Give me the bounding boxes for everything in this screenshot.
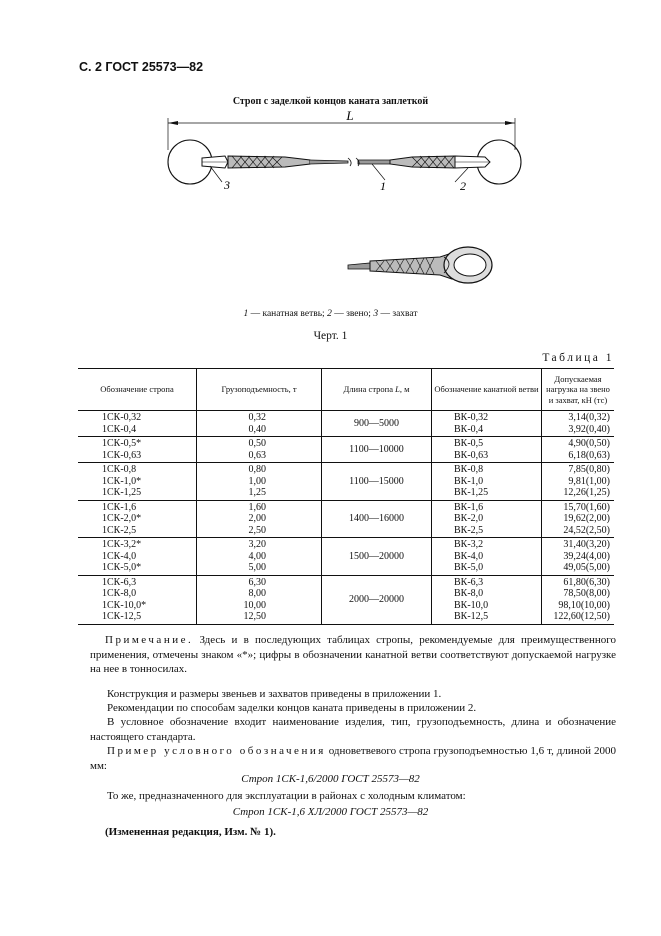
cell-line: 3,14(0,32): [568, 412, 610, 423]
table-title: Таблица 1: [542, 352, 614, 364]
cell-line: 1,60: [248, 501, 266, 513]
cell-capacity: [197, 411, 322, 437]
cell-designation: [78, 437, 197, 463]
cell-line: 10,00: [243, 599, 266, 611]
cell-line: 9,81(1,00): [568, 475, 610, 487]
cell-length: [322, 575, 432, 624]
cell-line: ВК-0,32: [454, 412, 489, 423]
cell-load: [542, 463, 615, 501]
cell-length: [322, 538, 432, 576]
cell-load: [542, 500, 615, 538]
table-row: [78, 463, 614, 501]
col-load: Допускаемая нагрузка на звено и захват, кН (тс): [542, 369, 615, 411]
cell-line: ВК-0,4: [454, 423, 484, 435]
cell-designation: [78, 538, 197, 576]
cell-line: ВК-1,6: [454, 501, 484, 513]
cell-designation: [78, 575, 197, 624]
cell-line: 2000—20000: [349, 593, 404, 605]
cell-designation: [78, 411, 197, 437]
cell-line: 1,25: [248, 487, 266, 498]
cell-line: ВК-6,3: [454, 576, 484, 588]
cell-capacity: [197, 575, 322, 624]
table-row: [78, 411, 614, 437]
cell-line: ВК-3,2: [454, 539, 484, 550]
dimension-label: L: [346, 110, 354, 123]
example-2: Строп 1СК-1,6 ХЛ/2000 ГОСТ 25573—82: [232, 806, 429, 818]
cell-load: [542, 575, 615, 624]
table-header-row: [78, 369, 614, 411]
cell-line: 1СК-1,6: [102, 501, 137, 513]
figure-caption: Черт. 1: [313, 330, 348, 342]
cell-line: 1СК-0,63: [102, 449, 142, 461]
cell-line: 1СК-3,2*: [102, 539, 142, 550]
cell-capacity: [197, 437, 322, 463]
cell-line: 8,00: [248, 588, 266, 599]
cell-line: 0,80: [248, 464, 266, 475]
cell-line: 4,00: [248, 550, 266, 562]
cell-line: 1СК-2,5: [102, 524, 137, 536]
cell-line: 31,40(3,20): [563, 539, 610, 550]
cell-length: [322, 437, 432, 463]
cell-line: ВК-0,63: [454, 449, 489, 461]
cell-line: 0,63: [248, 449, 266, 461]
eye-splice-drawing: [340, 235, 500, 295]
cell-line: ВК-1,25: [454, 487, 489, 498]
cell-line: ВК-8,0: [454, 588, 484, 599]
cell-line: ВК-12,5: [454, 611, 489, 622]
cell-line: 1СК-1,25: [102, 487, 142, 498]
cell-line: ВК-2,0: [454, 513, 484, 524]
cell-line: 2,50: [248, 524, 266, 536]
cell-load: [542, 437, 615, 463]
cell-line: ВК-0,5: [454, 438, 484, 449]
cell-load: [542, 538, 615, 576]
figure-title: Строп с заделкой концов каната заплеткой: [232, 96, 429, 107]
amendment-note: (Измененная редакция, Изм. № 1).: [105, 826, 276, 838]
cell-line: 1СК-10,0*: [102, 599, 147, 611]
cell-line: 1СК-0,5*: [102, 438, 142, 449]
cell-line: 1100—10000: [349, 443, 404, 455]
cell-line: 1СК-8,0: [102, 588, 137, 599]
table-row: [78, 575, 614, 624]
cell-length: [322, 500, 432, 538]
cell-line: 122,60(12,50): [553, 611, 610, 622]
table-row: [78, 500, 614, 538]
cell-line: ВК-1,0: [454, 475, 484, 487]
cell-length: [322, 411, 432, 437]
cell-line: ВК-0,8: [454, 464, 484, 475]
cell-line: 78,50(8,00): [563, 588, 610, 599]
cell-line: 39,24(4,00): [563, 550, 610, 562]
cell-line: 0,50: [248, 438, 266, 449]
cell-branch: [432, 437, 542, 463]
cell-line: 6,18(0,63): [568, 449, 610, 461]
cell-line: 3,92(0,40): [568, 423, 610, 435]
slings-table: [78, 368, 614, 625]
cell-line: 1100—15000: [349, 475, 404, 487]
cell-line: 1СК-12,5: [102, 611, 142, 622]
cell-line: 1СК-5,0*: [102, 562, 142, 573]
cell-branch: [432, 538, 542, 576]
cell-line: ВК-4,0: [454, 550, 484, 562]
col-branch: Обозначение канатной ветви: [432, 369, 542, 411]
cell-line: 1СК-0,32: [102, 412, 142, 423]
cell-line: 0,32: [248, 412, 266, 423]
cell-line: ВК-10,0: [454, 599, 489, 611]
cell-line: 24,52(2,50): [563, 524, 610, 536]
cell-line: 1,00: [248, 475, 266, 487]
cell-capacity: [197, 500, 322, 538]
col-capacity: Грузоподъемность, т: [197, 369, 322, 411]
cell-line: 5,00: [248, 562, 266, 573]
paragraph-2: Рекомендации по способам заделки концов каната приведены в приложении 2.: [107, 702, 477, 714]
callout-3: 3: [224, 178, 230, 192]
cell-line: 900—5000: [354, 417, 399, 429]
paragraph-1: Конструкция и размеры звеньев и захватов приведены в приложении 1.: [107, 688, 442, 700]
cell-branch: [432, 500, 542, 538]
cell-line: 1СК-4,0: [102, 550, 137, 562]
table-note: Примечание. Здесь и в последующих таблицах стропы, рекомендуемые для преимущественного применения, отмечены знаком «*»; цифры в обозначении канатной ветви соответствуют допускаемой нагрузке на нее в тонносилах.: [90, 634, 616, 675]
cell-line: 1СК-0,8: [102, 464, 137, 475]
cell-designation: [78, 463, 197, 501]
cell-line: 12,50: [243, 611, 266, 622]
cell-line: 3,20: [248, 539, 266, 550]
cell-length: [322, 463, 432, 501]
table-row: [78, 437, 614, 463]
cell-line: 2,00: [248, 513, 266, 524]
page-header: С. 2 ГОСТ 25573—82: [79, 60, 204, 74]
callout-1: 1: [380, 179, 386, 193]
cell-line: 4,90(0,50): [568, 438, 610, 449]
cell-line: 98,10(10,00): [558, 599, 610, 611]
cell-line: 12,26(1,25): [563, 487, 610, 498]
cell-line: 7,85(0,80): [568, 464, 610, 475]
cell-line: ВК-5,0: [454, 562, 484, 573]
cell-line: 1СК-0,4: [102, 423, 137, 435]
cell-line: ВК-2,5: [454, 524, 484, 536]
col-designation: Обозначение стропа: [78, 369, 197, 411]
sling-drawing: [150, 110, 540, 202]
cell-line: 0,40: [248, 423, 266, 435]
paragraph-4: Пример условного обозначения одноветвевого стропа грузоподъемностью 1,6 т, длиной 2000 мм:: [90, 745, 616, 772]
cell-line: 1400—16000: [349, 513, 404, 524]
cell-branch: [432, 411, 542, 437]
cell-line: 6,30: [248, 576, 266, 588]
col-length: Длина стропа L, м: [322, 369, 432, 411]
cell-capacity: [197, 463, 322, 501]
paragraph-5: То же, предназначенного для эксплуатации в районах с холодным климатом:: [107, 790, 466, 802]
cell-load: [542, 411, 615, 437]
cell-line: 49,05(5,00): [563, 562, 610, 573]
cell-line: 19,62(2,00): [563, 513, 610, 524]
paragraph-3: В условное обозначение входит наименование изделия, тип, грузоподъемность, длина и обозначение настоящего стандарта.: [90, 716, 616, 743]
table-row: [78, 538, 614, 576]
example-1: Строп 1СК-1,6/2000 ГОСТ 25573—82: [241, 773, 420, 785]
callout-2: 2: [460, 179, 466, 193]
cell-line: 15,70(1,60): [563, 501, 610, 513]
cell-branch: [432, 463, 542, 501]
cell-line: 1500—20000: [349, 550, 404, 562]
cell-line: 61,80(6,30): [563, 576, 610, 588]
cell-designation: [78, 500, 197, 538]
cell-capacity: [197, 538, 322, 576]
cell-line: 1СК-6,3: [102, 576, 137, 588]
cell-line: 1СК-2,0*: [102, 513, 142, 524]
figure-legend: 1 — канатная ветвь; 2 — звено; 3 — захват: [243, 309, 418, 319]
cell-line: 1СК-1,0*: [102, 475, 142, 487]
cell-branch: [432, 575, 542, 624]
